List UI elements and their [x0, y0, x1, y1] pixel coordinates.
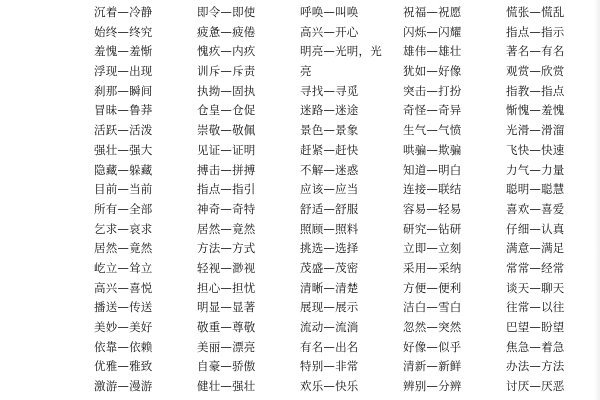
synonym-pair: 祝福—祝愿: [403, 5, 462, 19]
synonym-pair: 巴望—盼望: [506, 320, 565, 334]
synonym-pairs-grid: [94, 3, 600, 397]
synonym-pair: 自豪—骄傲: [197, 359, 256, 374]
synonym-pair: 洁白—雪白: [403, 300, 462, 315]
synonym-pair: 指点—指引: [197, 182, 256, 197]
synonym-pair: 谈天—聊天: [506, 280, 565, 295]
synonym-pair: 采用—采纳: [403, 260, 462, 275]
synonym-pair: 突击—打扮: [403, 83, 462, 98]
synonym-pair: 神奇—奇特: [197, 201, 256, 216]
synonym-pair: 所有—全部: [94, 201, 153, 216]
synonym-pair: 见证—证明: [197, 142, 256, 157]
synonym-pair: 方便—便利: [403, 280, 462, 295]
synonym-pair: 乞求—哀求: [94, 221, 153, 236]
synonym-pair: 活跃—活泼: [94, 123, 153, 138]
synonym-pair: 忽然—突然: [403, 320, 462, 334]
synonym-pair: 立即—立刻: [403, 241, 462, 256]
synonym-pair: 好像—似乎: [403, 339, 462, 354]
synonym-pair: 仓皇—仓促: [197, 103, 256, 118]
synonym-pair: 即令—即使: [197, 5, 256, 19]
synonym-pair: 著名—有名: [506, 44, 565, 59]
synonym-pair: 飞快—快速: [506, 142, 565, 157]
synonym-pair: 激游—漫游: [94, 379, 153, 394]
synonym-pair: 仔细—认真: [506, 221, 565, 236]
synonym-pair: 敬重—尊敬: [197, 320, 256, 334]
synonym-pair: 展现—展示: [300, 300, 359, 315]
synonym-pair: 高兴—开心: [300, 24, 359, 39]
synonym-pair: 执拗—固执: [197, 83, 256, 98]
synonym-pair: 沉着—冷静: [94, 5, 153, 19]
synonym-pair: 清晰—清楚: [300, 280, 359, 295]
synonym-pair: 讨厌—厌恶: [506, 379, 565, 394]
synonym-pair: 呼唤—叫唤: [300, 5, 359, 19]
synonym-pair: 有名—出名: [300, 339, 359, 354]
synonym-pair: 依靠—依赖: [94, 339, 153, 354]
synonym-pair: 居然—竟然: [94, 241, 153, 256]
synonym-pair: 优雅—雅致: [94, 359, 153, 374]
synonym-pair: 搏击—拼搏: [197, 162, 256, 177]
synonym-pair: 浮现—出现: [94, 64, 153, 79]
synonym-pair: 惭愧—羞愧: [506, 103, 565, 118]
synonym-pair: 健壮—强壮: [197, 379, 256, 394]
synonym-pair: 明亮—光明，光: [300, 44, 382, 59]
synonym-pair: 往常—以往: [506, 300, 565, 315]
synonym-pair: 挑选—选择: [300, 241, 359, 256]
synonym-pair: 应该—应当: [300, 182, 359, 197]
synonym-pair: 知道—明白: [403, 162, 462, 177]
synonym-pair: 流动—流淌: [300, 320, 359, 334]
synonym-pair: 聪明—聪慧: [506, 182, 565, 197]
synonym-pair: 力气—力量: [506, 162, 565, 177]
synonym-pair: 雄伟—雄壮: [403, 44, 462, 59]
synonym-pair: 疲惫—疲倦: [197, 24, 256, 39]
synonym-pair: 高兴—喜悦: [94, 280, 153, 295]
synonym-pair: 寻找—寻觅: [300, 83, 359, 98]
synonym-pair: 指点—指示: [506, 24, 565, 39]
synonym-pair: 方法—方式: [197, 241, 256, 256]
synonym-pair: 焦急—着急: [506, 339, 565, 354]
synonym-pair: 哄骗—欺骗: [403, 142, 462, 157]
synonym-pair: 生气—气愤: [403, 123, 462, 138]
synonym-pair: 播送—传送: [94, 300, 153, 315]
synonym-pair: 连接—联结: [403, 182, 462, 197]
synonym-pair: 明显—显著: [197, 300, 256, 315]
synonym-pair: 喜欢—喜爱: [506, 201, 565, 216]
synonym-pair: 训斥—斥责: [197, 64, 256, 79]
synonym-pair: 刹那—瞬间: [94, 83, 153, 98]
synonym-pair: 亮: [300, 64, 312, 79]
synonym-pair: 居然—竟然: [197, 221, 256, 236]
synonym-pair: 清新—新鲜: [403, 359, 462, 374]
synonym-pair: 始终—终究: [94, 24, 153, 39]
synonym-pair: 观赏—欣赏: [506, 64, 565, 79]
synonym-pair: 崇敬—敬佩: [197, 123, 256, 138]
synonym-pair: 辨别—分辨: [403, 379, 462, 394]
synonym-pair: 美妙—美好: [94, 320, 153, 334]
synonym-pair: 强壮—强大: [94, 142, 153, 157]
synonym-pair: 舒适—舒服: [300, 201, 359, 216]
synonym-pair: 常常—经常: [506, 260, 565, 275]
synonym-pair: 轻视—渺视: [197, 260, 256, 275]
synonym-pair: 欢乐—快乐: [300, 379, 359, 394]
synonym-pair: 目前—当前: [94, 182, 153, 197]
synonym-pair: 隐藏—躲藏: [94, 162, 153, 177]
synonym-pair: 屹立—耸立: [94, 260, 153, 275]
synonym-pair: 愧疚—内疚: [197, 44, 256, 59]
synonym-pair: 照顾—照料: [300, 221, 359, 236]
page-edge-shadow: [594, 0, 600, 400]
synonym-pair: 奇怪—奇异: [403, 103, 462, 118]
synonym-pair: 指教—指点: [506, 83, 565, 98]
synonym-pair: 满意—满足: [506, 241, 565, 256]
synonym-pair: 景色—景象: [300, 123, 359, 138]
synonym-pair: 迷路—迷途: [300, 103, 359, 118]
synonym-pair: 冒昧—鲁莽: [94, 103, 153, 118]
synonym-pair: 赶紧—赶快: [300, 142, 359, 157]
synonym-pair: 犹如—好像: [403, 64, 462, 79]
synonym-pair: 不解—迷惑: [300, 162, 359, 177]
synonym-pair: 特别—非常: [300, 359, 359, 374]
synonym-pair: 光滑—滑溜: [506, 123, 565, 138]
synonym-pair: 闪烁—闪耀: [403, 24, 462, 39]
synonym-pair: 美丽—漂亮: [197, 339, 256, 354]
synonym-pair: 容易—轻易: [403, 201, 462, 216]
synonym-pair: 茂盛—茂密: [300, 260, 359, 275]
synonym-pair: 羞愧—羞惭: [94, 44, 153, 59]
synonym-pair: 担心—担忧: [197, 280, 256, 295]
synonym-pair: 慌张—慌乱: [506, 5, 565, 19]
synonym-pair: 研究—钻研: [403, 221, 462, 236]
synonym-pair: 办法—方法: [506, 359, 565, 374]
